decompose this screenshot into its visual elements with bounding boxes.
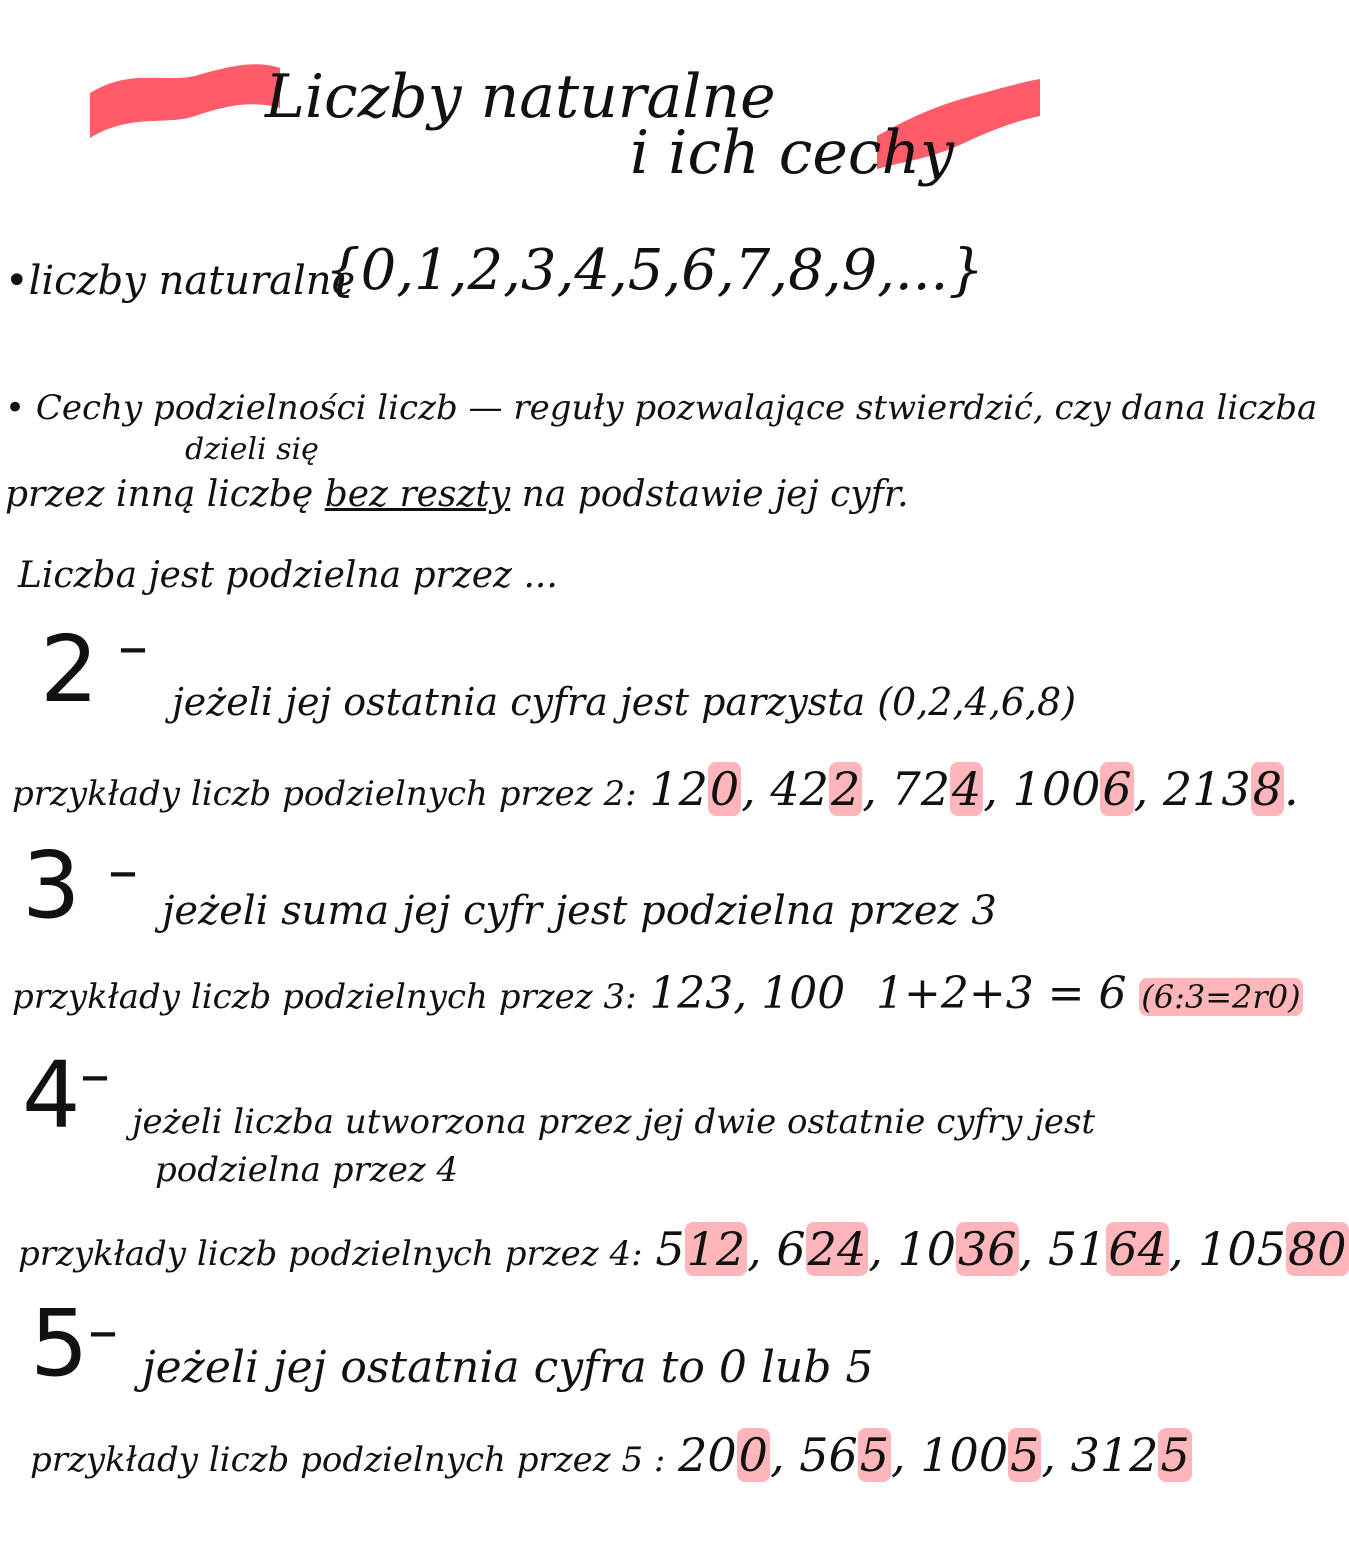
rule-2-example: [12, 762, 1299, 816]
rule-3-example: [12, 968, 1303, 1019]
rule-5-text: jeżeli jej ostatnia cyfra to 0 lub 5: [142, 1342, 874, 1393]
list-item: 42: [770, 762, 829, 816]
brush-stroke-left-icon: [85, 48, 285, 143]
page-title: Liczby naturalne: [265, 62, 776, 132]
definition-line2-b: na podstawie jej cyfr.: [521, 474, 909, 515]
rule-3-example-value: 123, 100: [649, 968, 846, 1019]
rule-3-sum: 1+2+3 = 6: [875, 968, 1127, 1019]
highlight: 80: [1287, 1222, 1347, 1276]
rule-2-example-numbers: [649, 762, 1298, 816]
list-item: 100: [1012, 762, 1101, 816]
list-item: 312: [1070, 1428, 1159, 1482]
list-item: 72: [891, 762, 951, 816]
highlight: 4: [952, 762, 982, 816]
separator: ,: [769, 1428, 785, 1482]
rule-4-example-numbers: [655, 1222, 1348, 1276]
separator: ,: [1168, 1222, 1184, 1276]
page-title-line2: i ich cechy: [630, 118, 955, 188]
list-item: 20: [678, 1428, 737, 1482]
separator: ,: [868, 1222, 883, 1276]
definition-underlined: bez reszty: [324, 474, 511, 515]
list-item: 12: [649, 762, 708, 816]
list-item: 213: [1162, 762, 1251, 816]
separator: ,: [862, 762, 877, 816]
definition-line1: • Cechy podzielności liczb — reguły pozwalające stwierdzić, czy dana liczba: [5, 388, 1318, 428]
highlight: 64: [1108, 1222, 1167, 1276]
rule-3-digit: 3: [22, 832, 81, 939]
highlight: 8: [1252, 762, 1282, 816]
highlight: 0: [738, 1428, 768, 1482]
definition-lead: Liczba jest podzielna przez ...: [18, 555, 558, 596]
separator: ,: [891, 1428, 906, 1482]
highlight: 36: [958, 1222, 1017, 1276]
rule-2-digit: 2: [40, 616, 99, 723]
separator: ,: [747, 1222, 762, 1276]
list-item: 10: [897, 1222, 957, 1276]
rule-3-calc: (6:3=2r0): [1141, 978, 1301, 1016]
rule-5-example: [30, 1428, 1192, 1482]
natural-set: {0,1,2,3,4,5,6,7,8,9,...}: [325, 238, 984, 303]
separator: ,: [983, 762, 998, 816]
separator: .: [1283, 762, 1299, 816]
rule-5-example-label: przykłady liczb podzielnych przez 5 :: [30, 1440, 666, 1480]
list-item: 100: [920, 1428, 1009, 1482]
rule-5-example-numbers: [678, 1428, 1192, 1482]
rule-2-dash: –: [118, 612, 148, 682]
highlight: 0: [709, 762, 740, 816]
separator: ,: [1018, 1222, 1034, 1276]
rule-4-digit: 4: [22, 1042, 81, 1149]
rule-4-text2: podzielna przez 4: [155, 1150, 459, 1190]
list-item: 56: [799, 1428, 858, 1482]
highlight: 12: [686, 1222, 746, 1276]
separator: ,: [1133, 762, 1149, 816]
list-item: 5: [655, 1222, 685, 1276]
rule-4-dash: –: [80, 1040, 110, 1110]
rule-3-dash: –: [108, 836, 138, 906]
rule-2-text: jeżeli jej ostatnia cyfra jest parzysta (0,2,4,6,8): [172, 680, 1077, 724]
rule-3-text: jeżeli suma jej cyfr jest podzielna przez 3: [162, 888, 997, 934]
natural-label: •liczby naturalne: [5, 258, 356, 304]
rule-3-example-label: przykłady liczb podzielnych przez 3:: [12, 977, 637, 1017]
rule-4-example: [18, 1222, 1349, 1276]
rule-5-digit: 5: [30, 1290, 89, 1397]
highlight: 5: [859, 1428, 890, 1482]
highlight: 24: [807, 1222, 867, 1276]
definition-line2: [5, 474, 909, 515]
highlight: 2: [830, 762, 861, 816]
rule-4-text: jeżeli liczba utworzona przez jej dwie ostatnie cyfry jest: [132, 1102, 1096, 1142]
highlight: 5: [1160, 1428, 1190, 1482]
definition-insert: dzieli się: [185, 432, 319, 467]
rule-5-dash: –: [88, 1296, 118, 1366]
separator: ,: [741, 762, 756, 816]
separator: ,: [1041, 1428, 1056, 1482]
definition-line2-a: przez inną liczbę: [5, 474, 314, 515]
rule-2-example-label: przykłady liczb podzielnych przez 2:: [12, 774, 637, 814]
list-item: 51: [1047, 1222, 1107, 1276]
highlight: 6: [1102, 762, 1132, 816]
list-item: 6: [776, 1222, 806, 1276]
rule-4-example-label: przykłady liczb podzielnych przez 4:: [18, 1234, 643, 1274]
list-item: 105: [1198, 1222, 1286, 1276]
highlight: 5: [1010, 1428, 1040, 1482]
